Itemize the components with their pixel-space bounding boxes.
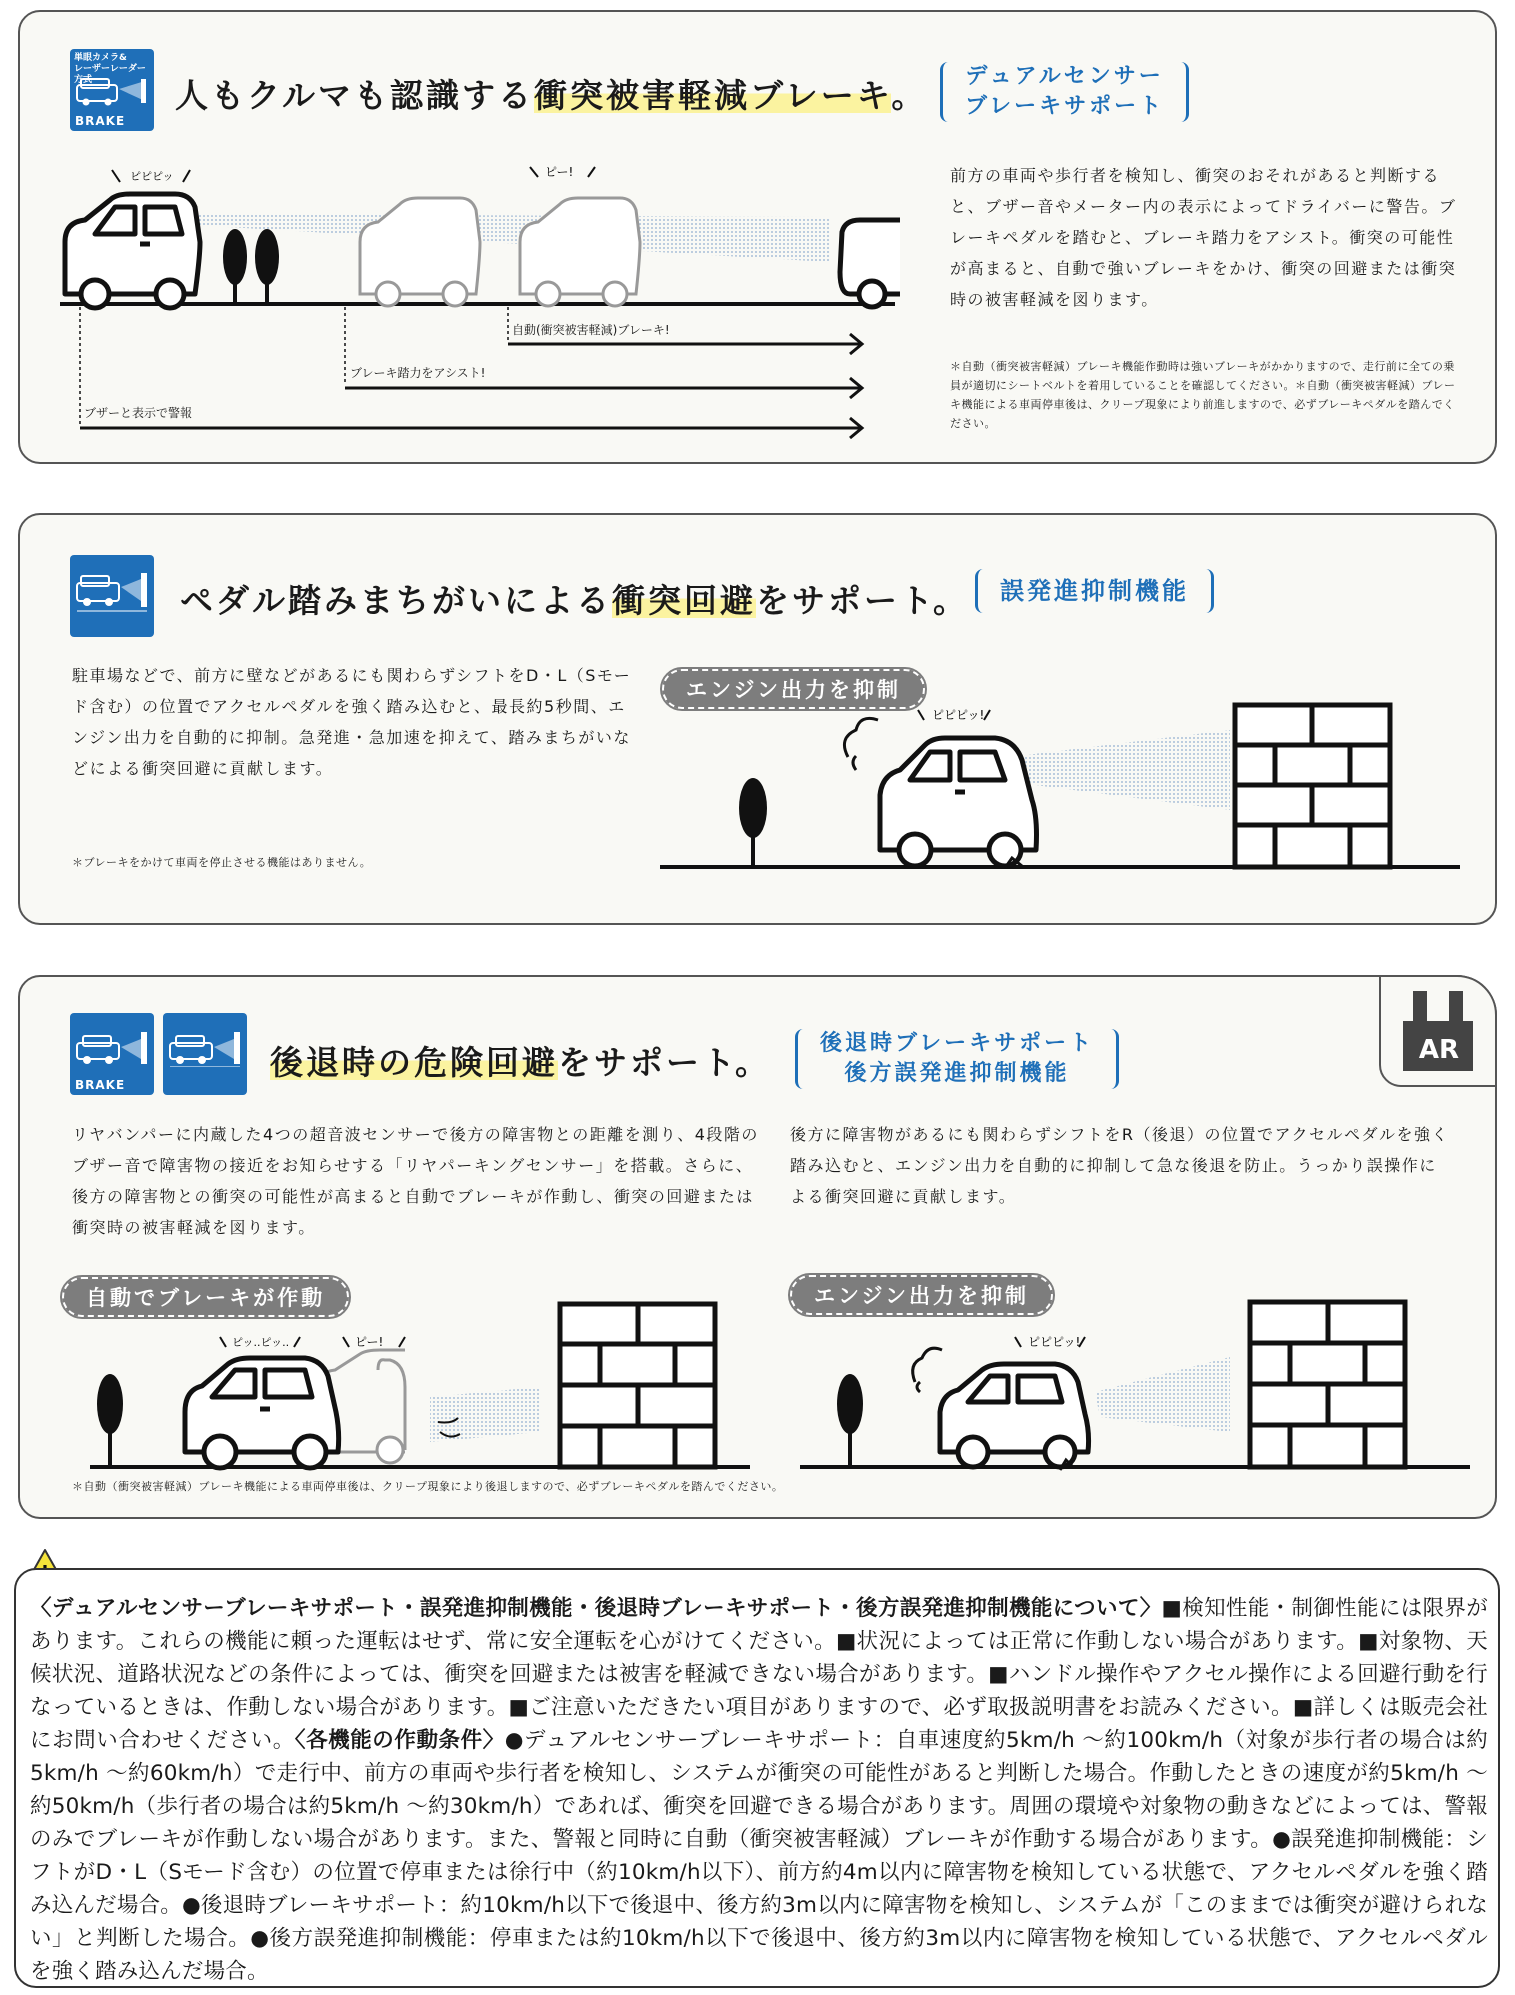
panel2-heading — [180, 575, 969, 622]
feature-name-line1: 後退時ブレーキサポート — [820, 1031, 1095, 1056]
misstart-badge-icon — [70, 555, 154, 637]
heading-text: 人もクルマも認識する — [175, 76, 535, 115]
engine-suppress-pill: エンジン出力を抑制 — [790, 1275, 1053, 1315]
feature-name-bracket — [940, 62, 1189, 122]
feature-name-line1: デュアルセンサー — [965, 64, 1164, 89]
feature-name: 誤発進抑制機能 — [1000, 577, 1189, 605]
sound-label-2: ピー! — [355, 1335, 384, 1349]
heading-suffix: をサポート。 — [756, 581, 970, 620]
precautions-general: ■検知性能・制御性能には限界があります。これらの機能に頼った運転はせず、常に安全運転を心がけてください。■状況によっては正常に作動しない場合があります。■対象物、天候状況、道路状況などの条件によっては、衝突を回避または被害を軽減できない場合があります。■ハンドル操作やアクセル操作による回避行動を行なっているときは、作動しない場合があります。■ご注意いただきたい項目がありますので、必ず取扱説明書をお読みください。■詳しくは販売会社にお問い合わせください。 — [30, 1596, 1488, 1753]
heading-highlight: 衝突被害軽減ブレーキ — [534, 76, 892, 115]
auto-brake-pill: 自動でブレーキが作動 — [62, 1277, 349, 1317]
precautions-title: 〈デュアルセンサーブレーキサポート・誤発進抑制機能・後退時ブレーキサポート・後方誤発進抑制機能について〉 — [30, 1596, 1162, 1621]
operating-conditions: ●デュアルセンサーブレーキサポート：自車速度約5km/h ～約100km/h（対象が歩行者の場合は約5km/h ～約60km/h）で走行中、前方の車両や歩行者を検知し、システムが衝突の可能性があると判断した場合。作動したときの速度が約5km/h ～約50km/h（歩行者の場合は約5km/h ～約30km/h）であれば、衝突を回避できる場合があります。周囲の環境や対象物の動きなどによっては、警報のみでブレーキが作動しない場合があります。また、警報と同時に自動（衝突被害軽減）ブレーキが作動する場合があります。●誤発進抑制機能：シフトがD・L（Sモード含む）の位置で停車または徐行中（約10km/h以下）、前方約4m以内に障害物を検知している状態で、アクセルペダルを強く踏み込んだ場合。●後退時ブレーキサポート：約10km/h以下で後退中、後方約3m以内に障害物を検知し、システムが「このままでは衝突が避けられない」と判断した場合。●後方誤発進抑制機能：停車または約10km/h以下で後退中、後方約3m以内に障害物を検知している状態で、アクセルペダルを強く踏み込んだ場合。 — [30, 1728, 1488, 1984]
ar-label: AR — [1418, 1035, 1460, 1065]
heading-highlight: 後退時の危険回避 — [270, 1043, 558, 1082]
panel3-heading — [270, 1037, 771, 1084]
badge-sensor-type: 単眼カメラ& レーザーレーダー方式 — [74, 53, 146, 85]
misstart-suppression-panel — [18, 513, 1497, 925]
sound-label-2: ピー! — [545, 165, 574, 179]
panel3-note: ＊自動（衝突被害軽減）ブレーキ機能による車両停車後は、クリープ現象により後退しますので、必ずブレーキペダルを踏んでください。 — [72, 1480, 784, 1493]
feature-name-line2: 後方誤発進抑制機能 — [844, 1061, 1070, 1086]
sound-label-1: ピピピッ — [130, 170, 174, 183]
reverse-brake-badge-icon — [70, 1013, 154, 1095]
feature-name-line2: ブレーキサポート — [965, 94, 1165, 119]
badge-label: BRAKE — [75, 114, 126, 128]
heading-suffix: をサポート。 — [558, 1043, 772, 1082]
panel1-heading — [175, 70, 927, 117]
auto-brake-label: 自動(衝突被害軽減)ブレーキ! — [512, 323, 670, 337]
heading-highlight: 衝突回避 — [612, 581, 756, 620]
braking-sequence-illustration — [50, 162, 900, 442]
reverse-misstart-badge-icon — [163, 1013, 247, 1095]
panel3-description-left: リヤバンパーに内蔵した4つの超音波センサーで後方の障害物との距離を測り、4段階のブザー音で障害物の接近をお知らせする「リヤパーキングセンサー」を搭載。さらに、後方の障害物との衝突の可能性が高まると自動でブレーキが作動し、衝突の回避または衝突時の被害軽減を図ります。 — [72, 1125, 759, 1237]
engine-suppress-pill: エンジン出力を抑制 — [662, 669, 925, 709]
dual-sensor-brake-panel — [18, 10, 1497, 464]
buzzer-warning-label: ブザーと表示で警報 — [84, 406, 193, 420]
panel2-note: ＊ブレーキをかけて車両を停止させる機能はありません。 — [72, 856, 372, 869]
sound-label-1: ピッ..ピッ.. — [232, 1336, 290, 1349]
heading-suffix: 。 — [891, 76, 928, 115]
feature-name-bracket — [795, 1029, 1119, 1089]
ar-tag — [1379, 975, 1497, 1087]
panel1-note: ＊自動（衝突被害軽減）ブレーキ機能作動時は強いブレーキがかかりますので、走行前に全ての乗員が適切にシートベルトを着用していることを確認してください。＊自動（衝突被害軽減）ブレーキ機能による車両停車後は、クリープ現象により前進しますので、必ずブレーキペダルを踏んでください。 — [950, 360, 1456, 430]
feature-name-bracket — [975, 569, 1214, 613]
panel3-description-right: 後方に障害物があるにも関わらずシフトをR（後退）の位置でアクセルペダルを強く踏み込むと、エンジン出力を自動的に抑制して急な後退を防止。うっかり誤操作による衝突回避に貢献します。 — [790, 1125, 1449, 1206]
pedal-misuse-illustration — [660, 700, 1480, 900]
badge-label: BRAKE — [75, 1078, 126, 1092]
sound-label-3: ピピピッ! — [1028, 1335, 1081, 1349]
reverse-assist-panel — [18, 975, 1497, 1519]
brake-assist-label: ブレーキ踏力をアシスト! — [350, 366, 486, 380]
precautions-box — [14, 1568, 1500, 1988]
brake-badge-icon — [70, 49, 154, 131]
precautions-text — [30, 1592, 1488, 1988]
reverse-illustration — [60, 1292, 1480, 1472]
panel1-description: 前方の車両や歩行者を検知し、衝突のおそれがあると判断すると、ブザー音やメーター内の表示によってドライバーに警告。ブレーキペダルを踏むと、ブレーキ踏力をアシスト。衝突の可能性が高まると、自動で強いブレーキをかけ、衝突の回避または衝突時の被害軽減を図ります。 — [950, 166, 1457, 309]
panel2-description: 駐車場などで、前方に壁などがあるにも関わらずシフトをD・L（Sモード含む）の位置でアクセルペダルを強く踏み込むと、最長約5秒間、エンジン出力を自動的に抑制。急発進・急加速を抑えて、踏みまちがいなどによる衝突回避に貢献します。 — [72, 666, 632, 778]
heading-text: ペダル踏みまちがいによる — [180, 581, 612, 620]
operating-conditions-title: 〈各機能の作動条件〉 — [294, 1728, 505, 1753]
sound-label: ピピピッ! — [932, 708, 985, 722]
